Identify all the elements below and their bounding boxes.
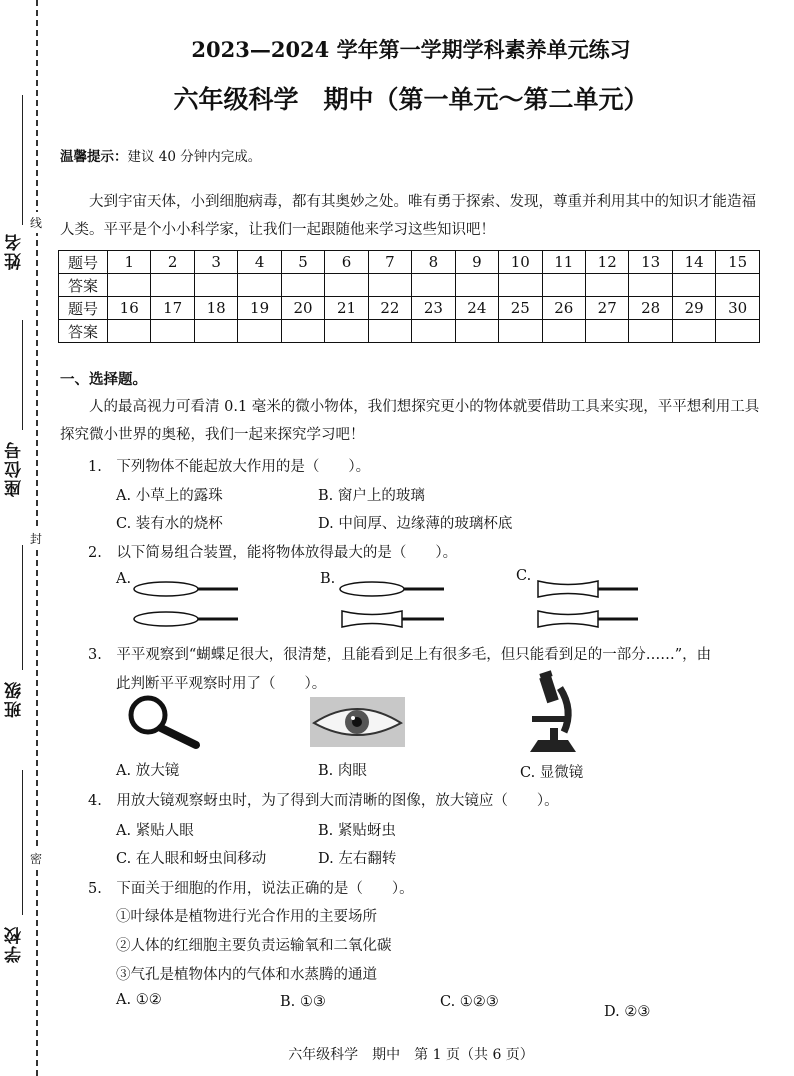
intro-paragraph: 大到宇宙天体，小到细胞病毒，都有其奥妙之处。唯有勇于探索、发现，尊重并利用其中的知识才能造福人类。平平是个小小科学家，让我们一起跟随他来学习这些知识吧！ xyxy=(60,194,756,238)
answer-cell[interactable] xyxy=(716,320,760,343)
name-label: 姓名 xyxy=(5,232,25,270)
binding-margin xyxy=(0,0,56,1076)
answer-cell[interactable] xyxy=(455,274,498,297)
cut-mark-feng: 封 xyxy=(30,528,42,549)
q3-option-b[interactable]: B. 肉眼 xyxy=(318,763,367,779)
answer-cell[interactable] xyxy=(629,274,672,297)
row-label-answer: 答案 xyxy=(59,274,108,297)
question-3-stem-line2: 此判断平平观察时用了（ ）。 xyxy=(116,676,327,692)
answer-cell[interactable] xyxy=(499,274,542,297)
seat-fill-line[interactable] xyxy=(22,320,23,430)
question-number: 20 xyxy=(281,297,324,320)
question-number: 9 xyxy=(455,251,498,274)
table-row xyxy=(59,320,760,343)
school-label: 学校 xyxy=(5,925,25,963)
answer-cell[interactable] xyxy=(455,320,498,343)
question-number: 16 xyxy=(108,297,151,320)
section-intro: 人的最高视力可看清 0.1 毫米的微小物体，我们想探究更小的物体就要借助工具来实现，平平想利用工具探究微小世界的奥秘，我们一起来探究学习吧！ xyxy=(60,399,760,443)
question-5-stem: 5. 下面关于细胞的作用，说法正确的是（ ）。 xyxy=(88,881,414,897)
question-number: 30 xyxy=(716,297,760,320)
exam-title: 2023—2024 学年第一学期学科素养单元练习 xyxy=(191,37,631,62)
question-number: 15 xyxy=(716,251,760,274)
q1-option-b[interactable]: B. 窗户上的玻璃 xyxy=(318,488,425,504)
question-number: 1 xyxy=(108,251,151,274)
q5-option-d[interactable]: D. ②③ xyxy=(604,1004,651,1020)
q4-option-a[interactable]: A. 紧贴人眼 xyxy=(116,823,194,839)
question-number: 24 xyxy=(455,297,498,320)
q2-option-a[interactable]: A. xyxy=(116,571,132,587)
q3-option-a[interactable]: A. 放大镜 xyxy=(116,763,180,779)
question-number: 14 xyxy=(672,251,715,274)
answer-cell[interactable] xyxy=(368,274,411,297)
q4-option-c[interactable]: C. 在人眼和蚜虫间移动 xyxy=(116,851,267,867)
q5-option-b[interactable]: B. ①③ xyxy=(280,994,326,1010)
q3-option-c[interactable]: C. 显微镜 xyxy=(520,765,584,781)
answer-cell[interactable] xyxy=(585,274,628,297)
question-number: 6 xyxy=(325,251,368,274)
q2-option-c[interactable]: C. xyxy=(516,568,532,584)
question-1-stem: 1. 下列物体不能起放大作用的是（ ）。 xyxy=(88,459,371,475)
page-footer: 六年级科学 期中 第 1 页（共 6 页） xyxy=(288,1047,534,1063)
answer-cell[interactable] xyxy=(412,320,455,343)
question-number: 5 xyxy=(281,251,324,274)
class-fill-line[interactable] xyxy=(22,545,23,670)
question-number: 29 xyxy=(672,297,715,320)
q5-option-a[interactable]: A. ①② xyxy=(116,992,162,1008)
row-label-answer: 答案 xyxy=(59,320,108,343)
question-number: 18 xyxy=(194,297,237,320)
q4-option-b[interactable]: B. 紧贴蚜虫 xyxy=(318,823,396,839)
question-number: 8 xyxy=(412,251,455,274)
question-number: 3 xyxy=(194,251,237,274)
answer-cell[interactable] xyxy=(238,320,281,343)
answer-cell[interactable] xyxy=(716,274,760,297)
answer-cell[interactable] xyxy=(368,320,411,343)
question-number: 12 xyxy=(585,251,628,274)
row-label-number: 题号 xyxy=(59,251,108,274)
section-title: 一、选择题。 xyxy=(60,372,147,388)
question-number: 11 xyxy=(542,251,585,274)
q1-option-c[interactable]: C. 装有水的烧杯 xyxy=(116,516,223,532)
answer-cell[interactable] xyxy=(108,274,151,297)
eye-icon xyxy=(310,697,405,747)
concave-concave-lens-icon xyxy=(534,574,644,634)
question-number: 28 xyxy=(629,297,672,320)
answer-cell[interactable] xyxy=(151,320,194,343)
q1-option-d[interactable]: D. 中间厚、边缘薄的玻璃杯底 xyxy=(318,516,513,532)
question-number: 4 xyxy=(238,251,281,274)
q1-option-a[interactable]: A. 小草上的露珠 xyxy=(116,488,223,504)
question-number: 2 xyxy=(151,251,194,274)
convex-concave-lens-icon xyxy=(338,574,448,634)
cut-mark-xian: 线 xyxy=(30,212,42,233)
convex-convex-lens-icon xyxy=(132,574,242,634)
table-row xyxy=(59,297,760,320)
class-label: 班级 xyxy=(5,680,25,718)
q4-option-d[interactable]: D. 左右翻转 xyxy=(318,851,397,867)
question-number: 10 xyxy=(499,251,542,274)
answer-cell[interactable] xyxy=(325,320,368,343)
exam-subtitle: 六年级科学 期中（第一单元～第二单元） xyxy=(173,85,649,114)
answer-cell[interactable] xyxy=(238,274,281,297)
tip-label: 温馨提示： xyxy=(60,149,128,165)
q5-option-c[interactable]: C. ①②③ xyxy=(440,994,499,1010)
q5-statement-1: ①叶绿体是植物进行光合作用的主要场所 xyxy=(116,909,377,925)
question-4-stem: 4. 用放大镜观察蚜虫时，为了得到大而清晰的图像，放大镜应（ ）。 xyxy=(88,793,559,809)
cut-mark-mi: 密 xyxy=(30,848,42,869)
table-row xyxy=(59,274,760,297)
question-number: 22 xyxy=(368,297,411,320)
answer-cell[interactable] xyxy=(585,320,628,343)
school-fill-line[interactable] xyxy=(22,770,23,915)
answer-cell[interactable] xyxy=(194,320,237,343)
answer-cell[interactable] xyxy=(672,320,715,343)
answer-cell[interactable] xyxy=(151,274,194,297)
answer-cell[interactable] xyxy=(281,274,324,297)
answer-cell[interactable] xyxy=(412,274,455,297)
name-fill-line[interactable] xyxy=(22,95,23,225)
question-number: 21 xyxy=(325,297,368,320)
answer-cell[interactable] xyxy=(499,320,542,343)
answer-cell[interactable] xyxy=(672,274,715,297)
answer-table xyxy=(58,250,760,343)
question-number: 27 xyxy=(585,297,628,320)
question-number: 23 xyxy=(412,297,455,320)
table-row xyxy=(59,251,760,274)
question-2-stem: 2. 以下简易组合装置，能将物体放得最大的是（ ）。 xyxy=(88,545,458,561)
question-number: 19 xyxy=(238,297,281,320)
answer-cell[interactable] xyxy=(281,320,324,343)
question-number: 17 xyxy=(151,297,194,320)
answer-cell[interactable] xyxy=(108,320,151,343)
tip xyxy=(60,145,261,165)
tip-text: 建议 40 分钟内完成。 xyxy=(127,149,262,165)
magnifier-icon xyxy=(118,693,208,751)
q2-option-b[interactable]: B. xyxy=(320,571,336,587)
q5-statement-3: ③气孔是植物体内的气体和水蒸腾的通道 xyxy=(116,967,377,983)
question-number: 13 xyxy=(629,251,672,274)
answer-cell[interactable] xyxy=(542,274,585,297)
microscope-icon xyxy=(520,670,580,756)
answer-cell[interactable] xyxy=(325,274,368,297)
question-number: 26 xyxy=(542,297,585,320)
question-3-stem-line1: 3. 平平观察到“蝴蝶足很大，很清楚，且能看到足上有很多毛，但只能看到足的一部分……”，由 xyxy=(88,647,712,663)
answer-cell[interactable] xyxy=(194,274,237,297)
row-label-number: 题号 xyxy=(59,297,108,320)
q5-statement-2: ②人体的红细胞主要负责运输氧和二氧化碳 xyxy=(116,938,392,954)
seat-label: 座位号 xyxy=(5,440,25,497)
question-number: 7 xyxy=(368,251,411,274)
answer-cell[interactable] xyxy=(629,320,672,343)
question-number: 25 xyxy=(499,297,542,320)
answer-cell[interactable] xyxy=(542,320,585,343)
